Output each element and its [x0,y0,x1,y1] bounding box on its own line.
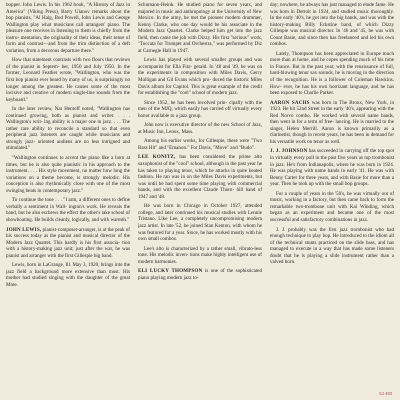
paragraph-text: In the later review, Nat Hentoff noted, "Wallington has continued growing, both as pianist and writer. . . . Wallington's writ- ing ability is a major one in jazz. . . . The rather rare ability to reconcile a standard so that even peripheral jazz listeners are caught while musicians and strongly jazz- oriented audiens are no less intrigued and stimulated." [6,106,130,152]
paragraph-text: has succeeded in carrying off the top spot in virtually every poll in the past five years as top trombonist in jazz. He's from Indianapolis, where he was born in 1924. He was playing with name bands in early '41. He was with Benny Carter for three years, and with Basie for more than a year. Then he took up with the small bop groups. [270,148,394,188]
text-column-3 [270,2,394,394]
paragraph [6,2,130,54]
paragraph-text: Among his earlier works, for Gillespie, these were "Two Bass Hit" and "Emanon." For Davis, "Move" and "Budo". [138,138,262,151]
paragraph [138,138,262,151]
paragraph-text: For a couple of years in the '50's, he was virtually out of music, working in a factory, but then came back to form the remarkable two-trombone unit with Kai Winding, which began as an experiment and became one of the most successful and satisfactory combinations in jazz. [270,190,394,223]
catalog-number: SJ 483 [378,391,392,396]
paragraph [138,246,262,266]
paragraph-text: "Wallington continues to accent the piano like a horn at times, but he is also quite pianistic in his approach to the instrument. . . . His style movement, no matter how long the variations on a theme become, is strongly melodic. His conception is also rhythmically close with one of the most swinging beats in contemporary jazz." [6,155,130,194]
musician-name: LEE KONITZ, [138,154,176,161]
musician-name: J. J. JOHNSON [270,148,308,155]
musician-name: JOHN LEWIS, [6,226,42,233]
paragraph-text: day; nowhere, he always has just managed to elude fame. He was born in Detroit in 1924, and studied music thoroughly. In the early '40's, he got into the big bands, and was with the history-making Billy Eckstine band, of which Dizzy Gillespie was musical director. In '46 and '45, he was with Count Basie, and since then has freelanced and led his own combos. [270,2,394,48]
paragraph-text: pianist-composer-arranger, is at the peak of his success today as the pianist and musical director of the Modern Jazz Quartet. This hardly is his first associa- tion with a history-making jazz unit; just after the war, he was pianist and arranger with the first Gillespie big band. [6,226,130,259]
paragraph-text: Lewis, born in LaGrange, Ill. May 3, 1920, brings into the jazz field a background more extensive than most. His mother had studied singing with the daughter of the great Mme. [6,262,130,288]
paragraph-text: Since 1952, he has been involved prin- cipally with the men of the MJQ, which easily has carried off virtually every honor available to a jazz group. [138,99,262,119]
paragraph-text: has been considered the prime alto saxophonist of the "cool" school, although in the past year he has taken to playing tenor, which he attacks in quite heated fashion. He ran was in on the Miles Davis experiments, but was until he had spent some time playing with commercial bands, and with the excellent Claude Thorn- hill band of 1947 and '48. [138,154,262,200]
paragraph-text: How that statement contrasts with two floors that reviews of the pianist in Septem- ber, 1950 and July 1950. In the former, Leonard Feather wrote, "Wallington, who was the first bop pianist ever heard by many of us, is surprisingly no longer among the greatest. He causes some of the most incisive and creative of modern single-line sounds from the keyboard." [6,57,130,103]
text-column-1 [6,2,130,394]
paragraph [138,268,262,281]
paragraph [6,155,130,194]
paragraph [138,154,262,200]
text-columns [6,2,394,394]
paragraph [138,122,262,135]
paragraph-text: was born in The Bronx, New York, in 1923. He hit 52nd Street in the early '40's, appearing with the Red Norvo combo. He worked with several name bands, then went in for a term of free- lancing. He is married to the singer, Helen Merrill. Aaron is known primarily as a clarinetist, though in recent years, he has been in demand for his versatile work on tenor as well. [270,99,394,145]
paragraph-text: He was born in Chicago in October 1927, attended college, and later continued his musical studies with Lennie Tristano. Like Lee, a completely uncompromising modern jazz artist. In late '52, he joined Stan Kenton, with whom he was featured for a year. Since, he has worked mostly with his own small combos. [138,203,262,243]
paragraph [138,2,262,54]
paragraph [6,106,130,152]
paragraph [270,2,394,48]
paragraph [138,203,262,242]
paragraph [270,148,394,187]
musician-name: AARON SACHS [270,99,310,106]
paragraph-text: is one of the sophisticated piano playing modern jazz to- [138,268,262,281]
paragraph-text: bopper. John Lewis. In his 1962 book, "A History of Jazz in America" (Viking Press), Barry Ulanov remarks about the bop pianists, "Al Haig, Bud Powell, John Lewis and George Wallington play what musicians call arrangers' piano. The pleasure one receives in listening to them is chiefly from the instru- mentation, the originality of their ideas, their sense of form and contrast—and from the trim distinction of a deft variation, from a decorous departure there." [6,2,130,54]
paragraph [270,51,394,97]
paragraph [270,227,394,266]
musician-name: ELI LUCKY THOMPSON [138,268,203,275]
paragraph [270,100,394,146]
paragraph-text: Schumann-Heink. He studied piano for seven years, and majored in music and anthropology at the University of New Mexico. In the army, he met the pioneer modern drummer, Kenny Clarke, who one day would be his associate in the Modern Jazz Quartet. Clarke helped him get into the jazz field, then came the job with Dizzy. His first "serious" work, "Toccata for Trumpet and Orchestra," was performed by Diz at Carnegie Hall in 1947. [138,2,262,54]
paragraph-text: Lewis has played with several smaller groups and was accompanist for Ella Fitz- gerald. In '48 and '49, he was on the experiments in composition with Miles Davis, Gerry Mulligan and Gil Evans which pro- duced the historic Miles Davis album for Capitol. This is great example of the credit for establishing the "cool" school of modern jazz. [138,57,262,97]
paragraph-text: To continue the tone . . . "I arm, a different ones to define verbally a sentiment in Wall- ington's work. He reveals the band, but he also eschews the effect the other's take school of showboating. He builds cleanly, logically, and with warmth." [6,197,130,223]
paragraph-text: Lately, Thompson has been appreciated in Europe much more than at home, and he copes spending much of his time in France. But in the past year, with the renaissance of full, hard-blowing tenor sax sounds, he is moving in the direction of the recognition. He is a follower of Coleman Hawkins. How- ever, he has his own horrizant language, and he has been exposed to Charlie Parker. [270,50,394,97]
paragraph-text: Lee's alto is characterized by a rather small, vibrato-less tone. His melodic inven- tions make highly intelligent use of modern harmonies. [138,245,262,265]
paragraph-text: J. J. probably was the first jazz trombonist who had enough technique to play bop. He introduced to the idiom all of the technical stunts practiced on the slide bass, and has managed to execute in a way that has made some listeners doubt that he is playing a slide instrument rather than a valved horn. [270,226,394,266]
paragraph [6,57,130,103]
paragraph [6,227,130,260]
paragraph [138,100,262,120]
paragraph [138,57,262,96]
paragraph [6,262,130,288]
paragraph [270,191,394,224]
paragraph [6,197,130,223]
paragraph-text: John now is executive director of the new School of Jazz, at Music Inn, Lenox, Mass. [138,122,262,135]
text-column-2 [138,2,262,394]
